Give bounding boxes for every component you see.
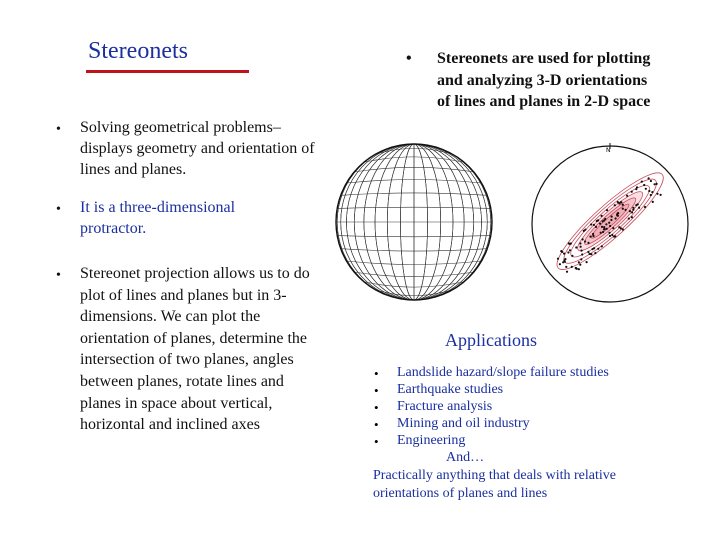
- bullet-dot: •: [374, 417, 379, 432]
- bullet-dot: •: [406, 50, 412, 67]
- bullet-projection: Stereonet projection allows us to do plot of lines and planes but in 3-dimensions. We can plot the orientation of planes, determine the intersection of two planes, angles between planes, rotate lines and planes in space about vertical, horizontal and inclined axes: [80, 265, 310, 434]
- stereonet-plot-image: [528, 140, 693, 305]
- bullet-protractor: It is a three-dimensional protractor.: [80, 199, 236, 237]
- app-item-earthquake: Earthquake studies: [397, 382, 504, 397]
- bullet-dot: •: [56, 268, 61, 283]
- stereonet-grid-image: [330, 140, 498, 305]
- app-item-landslide: Landslide hazard/slope failure studies: [397, 365, 609, 380]
- bullet-dot: •: [374, 434, 379, 449]
- bullet-dot: •: [56, 122, 61, 137]
- applications-closing: Practically anything that deals with relative orientations of planes and lines: [373, 468, 616, 501]
- bullet-stereonets-used: Stereonets are used for plotting and analyzing 3-D orientations of lines and planes in 2-D space: [437, 50, 651, 110]
- bullet-dot: •: [374, 366, 379, 381]
- bullet-dot: •: [56, 202, 61, 217]
- title-underline: [86, 70, 249, 73]
- applications-heading: Applications: [445, 330, 537, 350]
- bullet-dot: •: [374, 400, 379, 415]
- applications-and: And…: [446, 450, 485, 465]
- app-item-mining: Mining and oil industry: [397, 416, 530, 431]
- app-item-fracture: Fracture analysis: [397, 399, 493, 414]
- app-item-engineering: Engineering: [397, 433, 466, 448]
- bullet-dot: •: [374, 383, 379, 398]
- north-label: N: [606, 147, 611, 154]
- slide-title: Stereonets: [88, 38, 188, 64]
- bullet-solving: Solving geometrical problems– displays geometry and orientation of lines and planes.: [80, 119, 315, 178]
